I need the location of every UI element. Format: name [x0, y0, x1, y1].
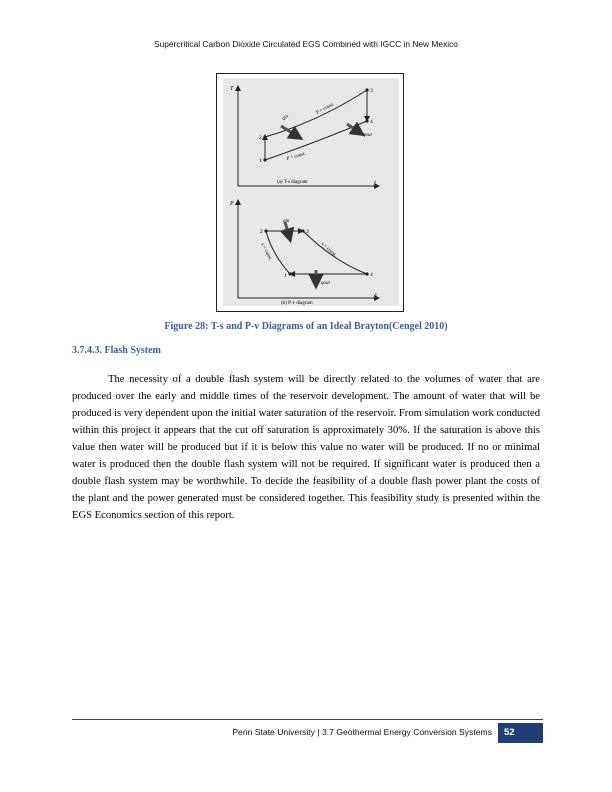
brayton-figure [216, 73, 404, 312]
pv-state-2-point [264, 229, 267, 232]
pv-state-3: 3 [306, 229, 309, 235]
pv-state-1: 1 [284, 273, 287, 279]
ts-qout-label: qout [363, 133, 372, 138]
ts-state-1: 1 [259, 158, 262, 164]
ts-subtitle: (a) T-s diagram [277, 180, 308, 185]
running-header: Supercritical Carbon Dioxide Circulated EGS Combined with IGCC in New Mexico [154, 39, 458, 49]
pv-y-label: P [230, 201, 234, 207]
ts-state-2: 2 [259, 135, 262, 141]
body-paragraph: The necessity of a double flash system will be directly related to the volumes of water that are produced over the early and middle times of the reservoir development. The amount of water that will be produced is very dependent upon the initial water saturation of the reservoir. From simulation work conducted within this project it appears that the cut off saturation is approximately 30%. If the saturation is above this value then water will be produced but if it is below this value no water will be produced. If no or minimal water is produced then the double flash system will not be required. If significant water is produced then a double flash system may be worthwhile. To decide the feasibility of a double flash power plant the costs of the plant and the power generated must be considered together. This feasibility study is presented within the EGS Economics section of this report. [72, 374, 540, 521]
pv-qout-label: qout [321, 281, 330, 286]
figure-caption: Figure 28: T-s and P-v Diagrams of an Ideal Brayton(Cengel 2010) [164, 321, 448, 332]
ts-state-4-point [365, 119, 368, 122]
ts-y-label: T [230, 86, 234, 92]
ts-x-label: s [374, 180, 376, 185]
pv-x-label: v [375, 293, 378, 298]
ts-state-1-point [263, 158, 266, 161]
footer-text: Penn State University | 3.7 Geothermal Energy Conversion Systems [232, 727, 492, 737]
ts-state-3-point [365, 88, 368, 91]
pv-state-4-point [365, 272, 368, 275]
pv-state-2: 2 [260, 229, 263, 235]
pv-process-label-right: s = const. [319, 241, 338, 259]
page-number: 52 [498, 723, 543, 743]
ts-process-label-high: P = const. [315, 102, 336, 116]
pv-qin-label: qin [283, 219, 290, 224]
ts-state-2-point [263, 135, 266, 138]
pv-process-label-left: s = const. [259, 242, 273, 262]
pv-state-4: 4 [370, 272, 373, 278]
ts-process-label-low: P = const. [286, 151, 307, 162]
brayton-diagrams-svg [217, 74, 404, 312]
footer-rule [72, 719, 543, 720]
ts-state-3: 3 [370, 88, 373, 94]
pv-subtitle: (b) P-v diagram [281, 301, 313, 306]
ts-state-4: 4 [370, 119, 373, 125]
pv-state-1-point [288, 272, 291, 275]
pv-state-3-point [301, 229, 304, 232]
ts-qin-label: qin [281, 114, 290, 122]
section-heading: 3.7.4.3. Flash System [72, 345, 161, 356]
